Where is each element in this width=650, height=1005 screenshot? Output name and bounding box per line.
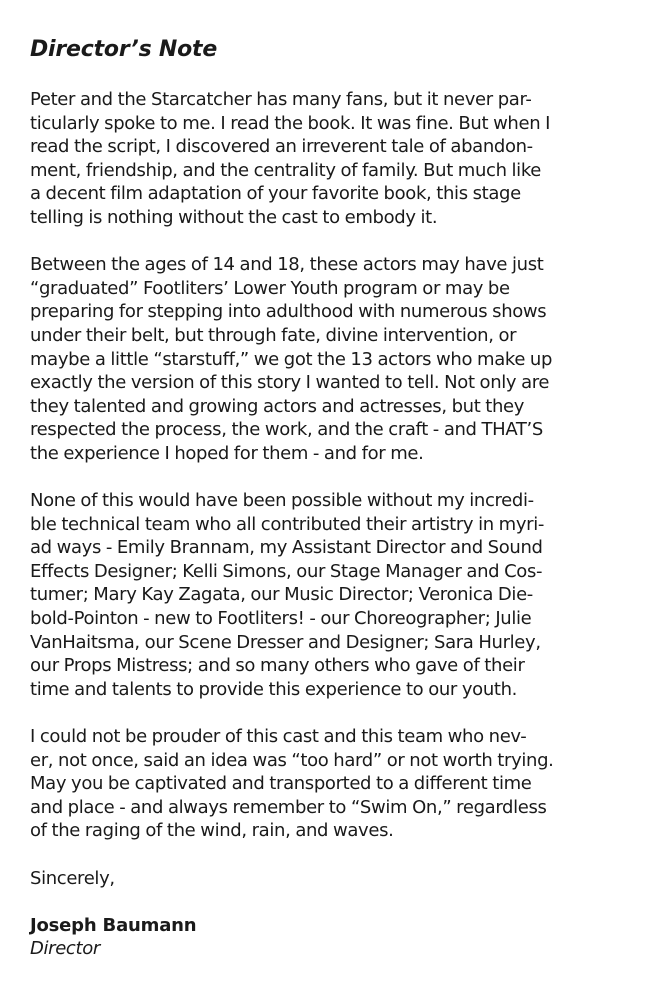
closing-salutation: Sincerely, xyxy=(30,867,115,889)
text-line: ment, friendship, and the centrality of family. But much like xyxy=(30,159,541,181)
text-line: I could not be prouder of this cast and this team who nev- xyxy=(30,726,527,748)
text-line: of the raging of the wind, rain, and waves. xyxy=(30,820,394,842)
text-line: respected the process, the work, and the craft - and THAT’S xyxy=(30,419,543,441)
text-line: ticularly spoke to me. I read the book. It was fine. But when I xyxy=(30,112,551,134)
text-line: read the script, I discovered an irreverent tale of abandon- xyxy=(30,136,533,158)
text-line: “graduated” Footliters’ Lower Youth program or may be xyxy=(30,277,510,299)
text-line: under their belt, but through fate, divine intervention, or xyxy=(30,324,517,346)
paragraph-4 xyxy=(30,725,622,843)
text-line: Between the ages of 14 and 18, these actors may have just xyxy=(30,254,544,276)
paragraph-2 xyxy=(30,253,622,465)
text-line: a decent film adaptation of your favorite book, this stage xyxy=(30,183,521,205)
text-line: Effects Designer; Kelli Simons, our Stage Manager and Cos- xyxy=(30,560,543,582)
text-line: er, not once, said an idea was “too hard” or not worth trying. xyxy=(30,749,554,771)
text-line: they talented and growing actors and actresses, but they xyxy=(30,395,525,417)
signature-role: Director xyxy=(30,938,100,960)
text-line: bold-Pointon - new to Footliters! - our Choreographer; Julie xyxy=(30,608,532,630)
text-line: maybe a little “starstuff,” we got the 13 actors who make up xyxy=(30,348,553,370)
text-line: None of this would have been possible without my incredi- xyxy=(30,490,534,512)
text-line: the experience I hoped for them - and for me. xyxy=(30,442,424,464)
signature-name: Joseph Baumann xyxy=(30,914,197,936)
paragraph-3 xyxy=(30,489,622,701)
directors-note-page xyxy=(30,36,622,961)
text-line: time and talents to provide this experience to our youth. xyxy=(30,678,518,700)
text-line: telling is nothing without the cast to embody it. xyxy=(30,206,438,228)
text-line: and place - and always remember to “Swim On,” regardless xyxy=(30,796,547,818)
page-title: Director’s Note xyxy=(30,37,218,62)
text-line: Peter and the Starcatcher has many fans, but it never par- xyxy=(30,89,532,110)
signature-block xyxy=(30,914,622,961)
text-line: May you be captivated and transported to a different time xyxy=(30,773,532,795)
text-line: ble technical team who all contributed their artistry in myri- xyxy=(30,513,545,535)
paragraph-1 xyxy=(30,88,622,230)
text-line: tumer; Mary Kay Zagata, our Music Director; Veronica Die- xyxy=(30,584,533,606)
text-line: preparing for stepping into adulthood with numerous shows xyxy=(30,301,547,323)
text-line: VanHaitsma, our Scene Dresser and Designer; Sara Hurley, xyxy=(30,631,541,653)
text-line: our Props Mistress; and so many others who gave of their xyxy=(30,655,525,677)
text-line: ad ways - Emily Brannam, my Assistant Director and Sound xyxy=(30,537,543,559)
text-line: exactly the version of this story I wanted to tell. Not only are xyxy=(30,372,550,394)
